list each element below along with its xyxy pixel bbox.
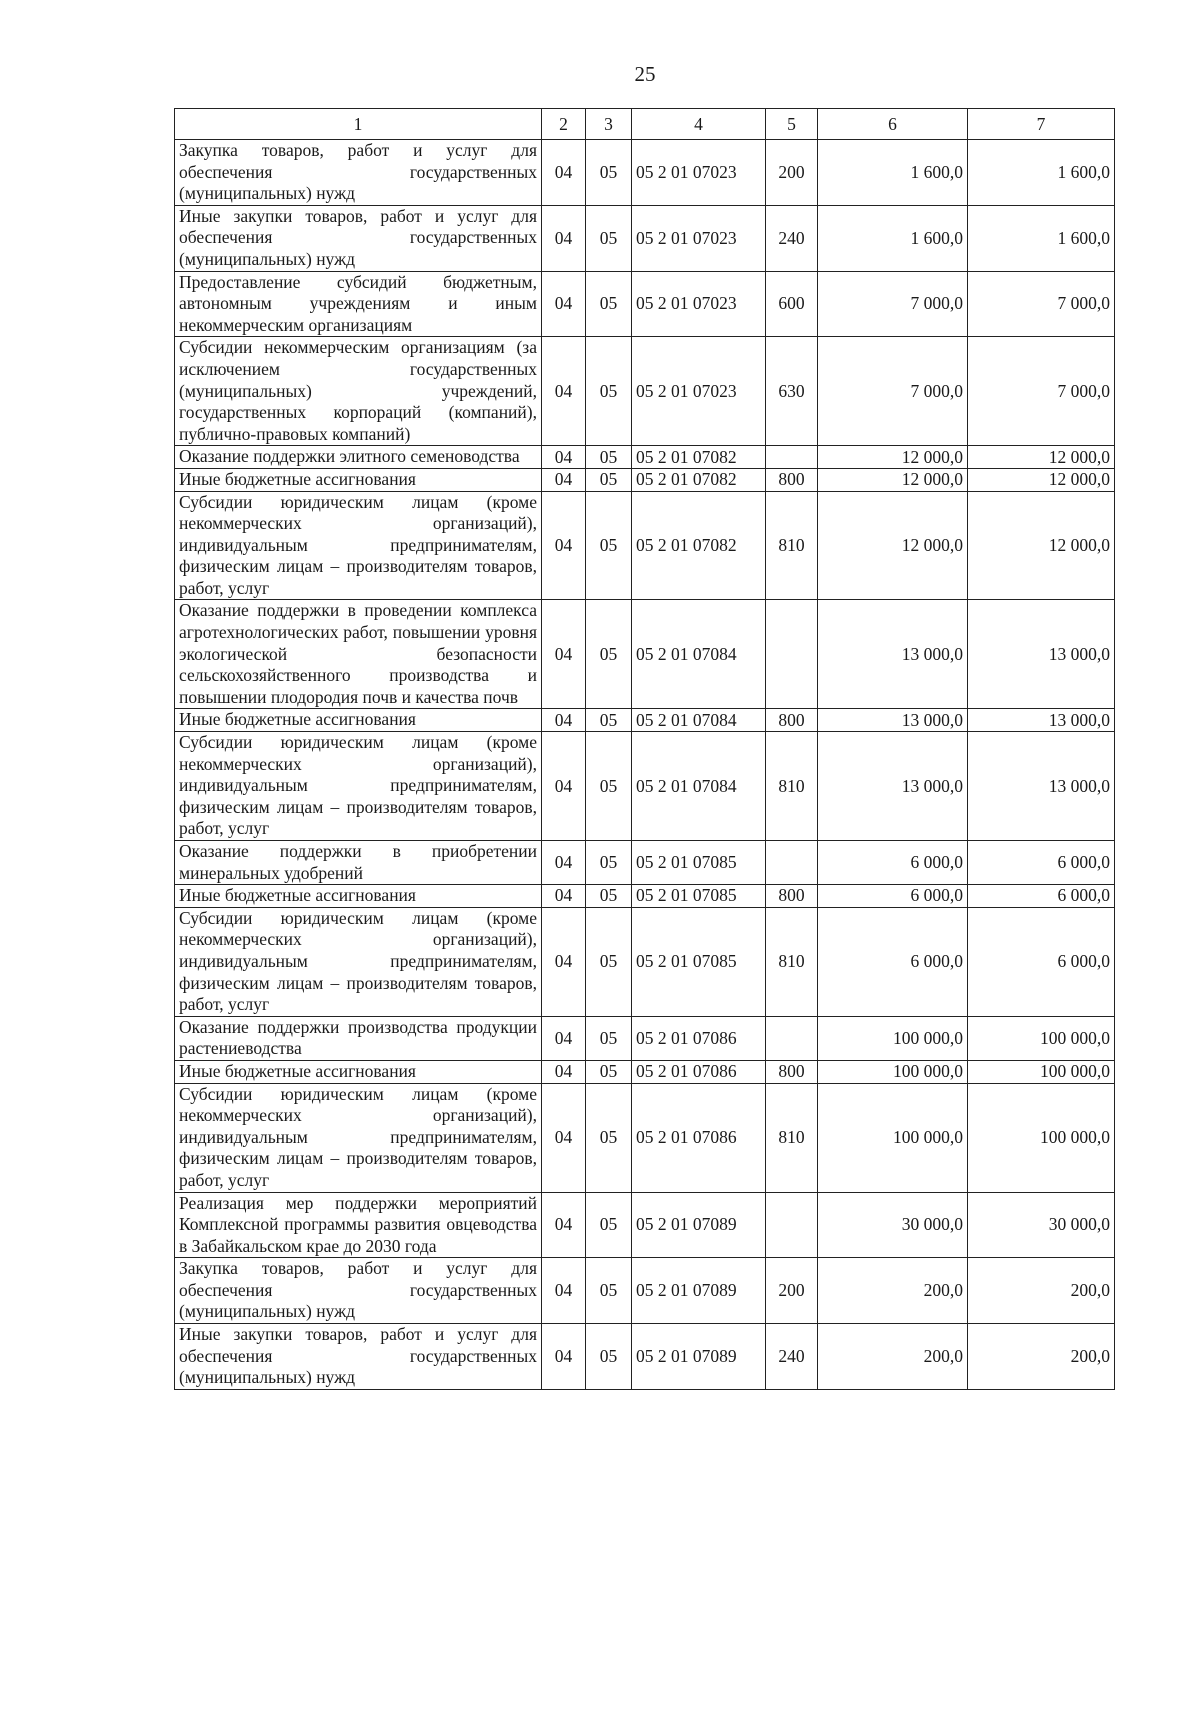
- row-name: Оказание поддержки элитного семеноводства: [175, 446, 542, 469]
- row-amount-col6: 12 000,0: [818, 446, 968, 469]
- row-subsection: 05: [586, 841, 632, 885]
- table-row: [175, 1258, 1115, 1324]
- table-row: [175, 885, 1115, 908]
- header-cell: 7: [968, 109, 1115, 140]
- row-amount-col7: 100 000,0: [968, 1060, 1115, 1083]
- header-cell: 3: [586, 109, 632, 140]
- row-expense-type: 800: [766, 468, 818, 491]
- row-amount-col7: 100 000,0: [968, 1016, 1115, 1060]
- table-row: [175, 468, 1115, 491]
- row-amount-col7: 6 000,0: [968, 841, 1115, 885]
- table-row: [175, 1324, 1115, 1390]
- row-amount-col6: 200,0: [818, 1258, 968, 1324]
- row-target-code: 05 2 01 07084: [632, 600, 766, 709]
- row-amount-col7: 1 600,0: [968, 205, 1115, 271]
- row-expense-type: 810: [766, 1083, 818, 1192]
- row-section: 04: [542, 1324, 586, 1390]
- row-target-code: 05 2 01 07023: [632, 337, 766, 446]
- row-section: 04: [542, 446, 586, 469]
- row-subsection: 05: [586, 709, 632, 732]
- row-expense-type: 240: [766, 205, 818, 271]
- row-amount-col6: 100 000,0: [818, 1016, 968, 1060]
- row-section: 04: [542, 1016, 586, 1060]
- row-subsection: 05: [586, 732, 632, 841]
- row-amount-col6: 100 000,0: [818, 1083, 968, 1192]
- row-amount-col7: 13 000,0: [968, 600, 1115, 709]
- row-subsection: 05: [586, 1060, 632, 1083]
- row-name: Субсидии юридическим лицам (кроме некоммерческих организаций), индивидуальным предпринимателям, физическим лицам – производителям товаров, работ, услуг: [175, 732, 542, 841]
- row-name: Субсидии юридическим лицам (кроме некоммерческих организаций), индивидуальным предпринимателям, физическим лицам – производителям товаров, работ, услуг: [175, 1083, 542, 1192]
- row-expense-type: 800: [766, 885, 818, 908]
- row-name: Иные бюджетные ассигнования: [175, 468, 542, 491]
- row-amount-col6: 7 000,0: [818, 271, 968, 337]
- header-cell: 2: [542, 109, 586, 140]
- table-row: [175, 841, 1115, 885]
- row-subsection: 05: [586, 205, 632, 271]
- row-amount-col7: 12 000,0: [968, 446, 1115, 469]
- table-row: [175, 1016, 1115, 1060]
- row-section: 04: [542, 205, 586, 271]
- row-subsection: 05: [586, 337, 632, 446]
- row-target-code: 05 2 01 07085: [632, 885, 766, 908]
- row-expense-type: [766, 600, 818, 709]
- row-amount-col7: 200,0: [968, 1324, 1115, 1390]
- page-number: 25: [634, 62, 656, 86]
- table-header-row: [175, 109, 1115, 140]
- row-amount-col6: 12 000,0: [818, 491, 968, 600]
- row-amount-col6: 13 000,0: [818, 709, 968, 732]
- row-expense-type: [766, 446, 818, 469]
- budget-table: [174, 108, 1115, 1390]
- row-section: 04: [542, 907, 586, 1016]
- row-amount-col6: 6 000,0: [818, 885, 968, 908]
- row-name: Закупка товаров, работ и услуг для обеспечения государственных (муниципальных) нужд: [175, 1258, 542, 1324]
- row-subsection: 05: [586, 140, 632, 206]
- row-amount-col6: 7 000,0: [818, 337, 968, 446]
- row-expense-type: 630: [766, 337, 818, 446]
- row-name: Иные бюджетные ассигнования: [175, 709, 542, 732]
- row-section: 04: [542, 600, 586, 709]
- row-expense-type: [766, 1016, 818, 1060]
- row-target-code: 05 2 01 07089: [632, 1324, 766, 1390]
- row-section: 04: [542, 1258, 586, 1324]
- row-section: 04: [542, 885, 586, 908]
- row-target-code: 05 2 01 07089: [632, 1192, 766, 1258]
- row-amount-col6: 1 600,0: [818, 140, 968, 206]
- row-amount-col6: 12 000,0: [818, 468, 968, 491]
- row-target-code: 05 2 01 07023: [632, 271, 766, 337]
- row-amount-col6: 13 000,0: [818, 732, 968, 841]
- row-target-code: 05 2 01 07082: [632, 491, 766, 600]
- row-target-code: 05 2 01 07023: [632, 140, 766, 206]
- row-target-code: 05 2 01 07089: [632, 1258, 766, 1324]
- row-subsection: 05: [586, 885, 632, 908]
- row-name: Иные бюджетные ассигнования: [175, 885, 542, 908]
- row-name: Иные закупки товаров, работ и услуг для обеспечения государственных (муниципальных) нужд: [175, 1324, 542, 1390]
- row-name: Субсидии юридическим лицам (кроме некоммерческих организаций), индивидуальным предпринимателям, физическим лицам – производителям товаров, работ, услуг: [175, 907, 542, 1016]
- row-section: 04: [542, 491, 586, 600]
- row-subsection: 05: [586, 1324, 632, 1390]
- row-subsection: 05: [586, 446, 632, 469]
- table-row: [175, 271, 1115, 337]
- table-row: [175, 600, 1115, 709]
- row-subsection: 05: [586, 1083, 632, 1192]
- table-row: [175, 1060, 1115, 1083]
- row-amount-col6: 13 000,0: [818, 600, 968, 709]
- row-amount-col6: 200,0: [818, 1324, 968, 1390]
- row-section: 04: [542, 468, 586, 491]
- row-target-code: 05 2 01 07086: [632, 1016, 766, 1060]
- table-row: [175, 491, 1115, 600]
- row-expense-type: 200: [766, 140, 818, 206]
- row-amount-col7: 100 000,0: [968, 1083, 1115, 1192]
- row-name: Оказание поддержки производства продукции растениеводства: [175, 1016, 542, 1060]
- row-amount-col7: 12 000,0: [968, 491, 1115, 600]
- row-amount-col7: 30 000,0: [968, 1192, 1115, 1258]
- row-subsection: 05: [586, 1016, 632, 1060]
- row-amount-col7: 7 000,0: [968, 271, 1115, 337]
- row-expense-type: 810: [766, 732, 818, 841]
- table-row: [175, 446, 1115, 469]
- row-expense-type: 810: [766, 907, 818, 1016]
- row-section: 04: [542, 271, 586, 337]
- row-amount-col7: 6 000,0: [968, 907, 1115, 1016]
- row-target-code: 05 2 01 07023: [632, 205, 766, 271]
- row-amount-col6: 30 000,0: [818, 1192, 968, 1258]
- row-section: 04: [542, 732, 586, 841]
- row-name: Реализация мер поддержки мероприятий Комплексной программы развития овцеводства в Забайкальском крае до 2030 года: [175, 1192, 542, 1258]
- row-name: Иные закупки товаров, работ и услуг для обеспечения государственных (муниципальных) нужд: [175, 205, 542, 271]
- row-section: 04: [542, 709, 586, 732]
- row-amount-col7: 12 000,0: [968, 468, 1115, 491]
- row-name: Оказание поддержки в приобретении минеральных удобрений: [175, 841, 542, 885]
- row-amount-col7: 13 000,0: [968, 732, 1115, 841]
- row-expense-type: 240: [766, 1324, 818, 1390]
- table-row: [175, 907, 1115, 1016]
- row-expense-type: [766, 841, 818, 885]
- row-target-code: 05 2 01 07086: [632, 1083, 766, 1192]
- row-name: Иные бюджетные ассигнования: [175, 1060, 542, 1083]
- row-amount-col6: 1 600,0: [818, 205, 968, 271]
- row-subsection: 05: [586, 907, 632, 1016]
- row-expense-type: 200: [766, 1258, 818, 1324]
- row-amount-col7: 7 000,0: [968, 337, 1115, 446]
- row-subsection: 05: [586, 1192, 632, 1258]
- row-expense-type: 810: [766, 491, 818, 600]
- row-section: 04: [542, 140, 586, 206]
- row-target-code: 05 2 01 07082: [632, 468, 766, 491]
- row-expense-type: 800: [766, 1060, 818, 1083]
- header-cell: 6: [818, 109, 968, 140]
- row-amount-col6: 6 000,0: [818, 907, 968, 1016]
- row-amount-col7: 1 600,0: [968, 140, 1115, 206]
- row-section: 04: [542, 1192, 586, 1258]
- header-cell: 4: [632, 109, 766, 140]
- row-subsection: 05: [586, 271, 632, 337]
- row-target-code: 05 2 01 07082: [632, 446, 766, 469]
- table-row: [175, 732, 1115, 841]
- table-row: [175, 709, 1115, 732]
- row-target-code: 05 2 01 07086: [632, 1060, 766, 1083]
- table-row: [175, 337, 1115, 446]
- row-amount-col7: 13 000,0: [968, 709, 1115, 732]
- row-amount-col7: 6 000,0: [968, 885, 1115, 908]
- table-row: [175, 205, 1115, 271]
- row-amount-col6: 6 000,0: [818, 841, 968, 885]
- row-section: 04: [542, 1060, 586, 1083]
- row-amount-col6: 100 000,0: [818, 1060, 968, 1083]
- row-target-code: 05 2 01 07084: [632, 732, 766, 841]
- row-target-code: 05 2 01 07084: [632, 709, 766, 732]
- table-row: [175, 140, 1115, 206]
- row-name: Субсидии юридическим лицам (кроме некоммерческих организаций), индивидуальным предпринимателям, физическим лицам – производителям товаров, работ, услуг: [175, 491, 542, 600]
- row-subsection: 05: [586, 600, 632, 709]
- row-section: 04: [542, 337, 586, 446]
- row-subsection: 05: [586, 491, 632, 600]
- header-cell: 5: [766, 109, 818, 140]
- row-target-code: 05 2 01 07085: [632, 907, 766, 1016]
- row-expense-type: [766, 1192, 818, 1258]
- row-subsection: 05: [586, 1258, 632, 1324]
- table-row: [175, 1192, 1115, 1258]
- row-subsection: 05: [586, 468, 632, 491]
- header-cell: 1: [175, 109, 542, 140]
- row-section: 04: [542, 841, 586, 885]
- row-expense-type: 800: [766, 709, 818, 732]
- row-name: Оказание поддержки в проведении комплекса агротехнологических работ, повышении уровня экологической безопасности сельскохозяйственного производства и повышении плодородия почв и качества почв: [175, 600, 542, 709]
- row-name: Закупка товаров, работ и услуг для обеспечения государственных (муниципальных) нужд: [175, 140, 542, 206]
- row-name: Предоставление субсидий бюджетным, автономным учреждениям и иным некоммерческим организациям: [175, 271, 542, 337]
- row-target-code: 05 2 01 07085: [632, 841, 766, 885]
- row-amount-col7: 200,0: [968, 1258, 1115, 1324]
- row-expense-type: 600: [766, 271, 818, 337]
- table-row: [175, 1083, 1115, 1192]
- row-name: Субсидии некоммерческим организациям (за исключением государственных (муниципальных) учреждений, государственных корпораций (компаний), публично-правовых компаний): [175, 337, 542, 446]
- row-section: 04: [542, 1083, 586, 1192]
